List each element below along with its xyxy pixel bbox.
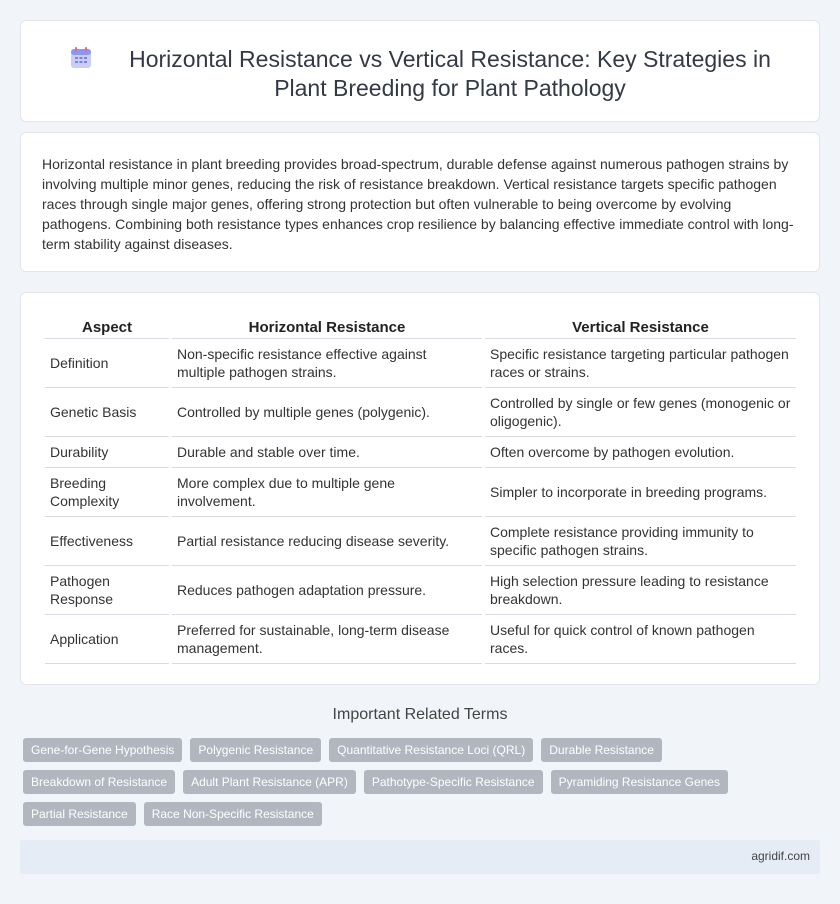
tag-gene-for-gene[interactable]: Gene-for-Gene Hypothesis bbox=[23, 738, 182, 762]
cell-horizontal: Reduces pathogen adaptation pressure. bbox=[172, 566, 482, 615]
header-horizontal: Horizontal Resistance bbox=[172, 315, 482, 339]
table-row bbox=[45, 437, 796, 468]
intro-paragraph: Horizontal resistance in plant breeding provides broad-spectrum, durable defense against numerous pathogen strains by involving multiple minor genes, reducing the risk of resistance breakdown. Vertical resistance targets specific pathogen races through single major genes, offering strong protection but often vulnerable to being overcome by evolving pathogens. Combining both resistance types enhances crop resilience by balancing effective immediate control with long-term stability against diseases. bbox=[42, 156, 794, 252]
cell-aspect: Breeding Complexity bbox=[45, 468, 169, 517]
cell-aspect: Definition bbox=[45, 339, 169, 388]
comparison-table bbox=[42, 315, 799, 664]
intro-card bbox=[20, 132, 820, 272]
tag-durable-resistance[interactable]: Durable Resistance bbox=[541, 738, 662, 762]
cell-aspect: Durability bbox=[45, 437, 169, 468]
table-row bbox=[45, 615, 796, 664]
tag-race-non-specific[interactable]: Race Non-Specific Resistance bbox=[144, 802, 322, 826]
title-card bbox=[20, 20, 820, 122]
tag-polygenic-resistance[interactable]: Polygenic Resistance bbox=[190, 738, 321, 762]
tag-pyramiding[interactable]: Pyramiding Resistance Genes bbox=[551, 770, 728, 794]
cell-vertical: Specific resistance targeting particular pathogen races or strains. bbox=[485, 339, 796, 388]
header-vertical: Vertical Resistance bbox=[485, 315, 796, 339]
table-header-row bbox=[45, 315, 796, 339]
tag-qrl[interactable]: Quantitative Resistance Loci (QRL) bbox=[329, 738, 533, 762]
header-aspect: Aspect bbox=[45, 315, 169, 339]
table-row bbox=[45, 566, 796, 615]
cell-aspect: Effectiveness bbox=[45, 517, 169, 566]
table-row bbox=[45, 517, 796, 566]
cell-horizontal: Non-specific resistance effective against multiple pathogen strains. bbox=[172, 339, 482, 388]
cell-vertical: Complete resistance providing immunity to specific pathogen strains. bbox=[485, 517, 796, 566]
related-terms-title: Important Related Terms bbox=[332, 706, 508, 723]
cell-horizontal: More complex due to multiple gene involvement. bbox=[172, 468, 482, 517]
cell-horizontal: Durable and stable over time. bbox=[172, 437, 482, 468]
tag-pathotype-specific[interactable]: Pathotype-Specific Resistance bbox=[364, 770, 543, 794]
cell-horizontal: Preferred for sustainable, long-term disease management. bbox=[172, 615, 482, 664]
table-row bbox=[45, 468, 796, 517]
cell-aspect: Application bbox=[45, 615, 169, 664]
tag-partial-resistance[interactable]: Partial Resistance bbox=[23, 802, 136, 826]
cell-aspect: Pathogen Response bbox=[45, 566, 169, 615]
cell-vertical: Simpler to incorporate in breeding programs. bbox=[485, 468, 796, 517]
related-terms-list bbox=[23, 738, 813, 826]
cell-horizontal: Controlled by multiple genes (polygenic). bbox=[172, 388, 482, 437]
cell-vertical: Often overcome by pathogen evolution. bbox=[485, 437, 796, 468]
cell-horizontal: Partial resistance reducing disease severity. bbox=[172, 517, 482, 566]
table-row bbox=[45, 339, 796, 388]
footer-site-link[interactable]: agridif.com bbox=[751, 849, 810, 863]
page-title: Horizontal Resistance vs Vertical Resistance: Key Strategies in Plant Breeding for Plant Pathology bbox=[129, 46, 771, 101]
cell-vertical: Useful for quick control of known pathogen races. bbox=[485, 615, 796, 664]
tag-breakdown-of-resistance[interactable]: Breakdown of Resistance bbox=[23, 770, 175, 794]
footer bbox=[20, 840, 820, 874]
tag-apr[interactable]: Adult Plant Resistance (APR) bbox=[183, 770, 356, 794]
cell-vertical: Controlled by single or few genes (monogenic or oligogenic). bbox=[485, 388, 796, 437]
cell-aspect: Genetic Basis bbox=[45, 388, 169, 437]
table-row bbox=[45, 388, 796, 437]
comparison-card bbox=[20, 292, 820, 685]
cell-vertical: High selection pressure leading to resistance breakdown. bbox=[485, 566, 796, 615]
